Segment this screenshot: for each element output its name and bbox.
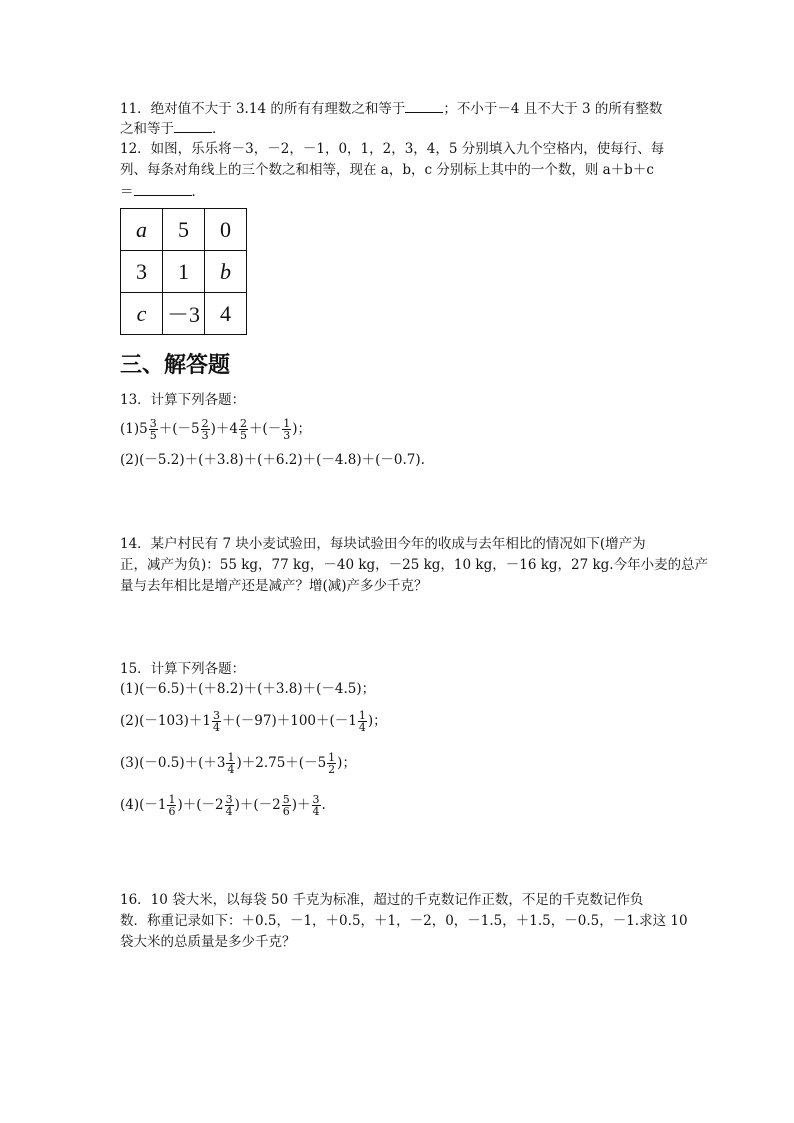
q15-p4-text: )＋(－2 (177, 797, 224, 813)
q13-part2: (2)(－5.2)＋(＋3.8)＋(＋6.2)＋(－4.8)＋(－0.7). (120, 452, 425, 468)
grid-cell: 1 (163, 251, 205, 293)
fraction (282, 418, 291, 441)
grid-cell: 3 (121, 251, 163, 293)
grid-cell: 4 (205, 293, 247, 335)
q13-p1-text: (1)5 (120, 421, 148, 437)
q13-p1-text: )＋4 (210, 421, 238, 437)
fraction (226, 752, 235, 775)
fraction-denominator: 2 (328, 763, 336, 776)
fraction-denominator: 3 (283, 429, 291, 442)
q15-p2-text: )； (367, 713, 387, 729)
q15-p4-text: )＋ (291, 797, 311, 813)
q12-line1: 12．如图，乐乐将－3，－2，－1，0，1，2，3，4，5 分别填入九个空格内，使每行、每 (120, 141, 665, 157)
fraction (312, 794, 321, 817)
fraction-numerator: 3 (149, 417, 157, 430)
q12-blank[interactable] (134, 181, 192, 196)
q15-p3-text: )＋2.75＋(－5 (236, 755, 327, 771)
fraction-numerator: 1 (168, 793, 176, 806)
fraction-denominator: 5 (239, 429, 247, 442)
fraction-numerator: 1 (283, 417, 291, 430)
section-heading: 三、解答题 (120, 353, 231, 378)
q14-line3: 量与去年相比是增产还是减产？增(减)产多少千克？ (120, 578, 428, 594)
q15-part4 (120, 788, 326, 822)
fraction-denominator: 4 (312, 805, 320, 818)
fraction-numerator: 2 (201, 417, 209, 430)
q11-text-c: 之和等于 (120, 121, 174, 137)
fraction (201, 418, 210, 441)
grid-cell: a (121, 209, 163, 251)
q15-p4-text: (4)(－1 (120, 797, 167, 813)
q13-p1-text: ＋(－5 (158, 421, 200, 437)
fraction (149, 418, 158, 441)
fraction-numerator: 2 (239, 417, 247, 430)
q15-p4-text: )＋(－2 (234, 797, 281, 813)
q11-blank-1[interactable] (405, 98, 443, 113)
fraction (212, 710, 221, 733)
fraction-denominator: 4 (225, 805, 233, 818)
q12-text-b: ． (191, 184, 205, 200)
grid-cell: 0 (205, 209, 247, 251)
q15-p3-text: (3)(－0.5)＋(＋3 (120, 755, 226, 771)
fraction (167, 794, 176, 817)
q15-part2 (120, 704, 387, 738)
q13-p1-text: )； (292, 421, 311, 437)
fraction-denominator: 3 (201, 429, 209, 442)
fraction-numerator: 1 (328, 751, 336, 764)
q15-part3 (120, 746, 356, 780)
fraction-denominator: 5 (149, 429, 157, 442)
q11-blank-2[interactable] (174, 118, 212, 133)
fraction-denominator: 4 (358, 721, 366, 734)
q12-line3 (120, 181, 205, 202)
q11-text-d: ． (212, 121, 226, 137)
grid-cell: 5 (163, 209, 205, 251)
fraction-numerator: 3 (213, 709, 221, 722)
q14-line2: 正，减产为负)：55 kg，77 kg，－40 kg，－25 kg，10 kg，－16 kg，27 kg.今年小麦的总产 (120, 557, 709, 573)
grid-cell: c (121, 293, 163, 335)
grid-row (121, 209, 247, 251)
grid-row (121, 293, 247, 335)
q16-line2: 数．称重记录如下：＋0.5，－1，＋0.5，＋1，－2，0，－1.5，＋1.5，－0.5，－1.求这 10 (120, 913, 688, 929)
q15-part1: (1)(－6.5)＋(＋8.2)＋(＋3.8)＋(－4.5)； (120, 681, 376, 697)
grid-cell: b (205, 251, 247, 293)
q15-p2-text: ＋(－97)＋100＋(－1 (222, 713, 357, 729)
fraction-numerator: 5 (282, 793, 290, 806)
fraction-numerator: 3 (312, 793, 320, 806)
q12-text-a: ＝ (120, 184, 134, 200)
q13-title: 13．计算下列各题： (120, 392, 246, 408)
fraction-numerator: 3 (225, 793, 233, 806)
q15-p2-text: (2)(－103)＋1 (120, 713, 212, 729)
fraction (358, 710, 367, 733)
fraction (239, 418, 248, 441)
q13-p1-text: ＋(－ (248, 421, 282, 437)
fraction-denominator: 4 (227, 763, 235, 776)
grid-cell: －3 (163, 293, 205, 335)
q15-p4-text: . (321, 797, 326, 813)
q14-line1: 14．某户村民有 7 块小麦试验田，每块试验田今年的收成与去年相比的情况如下(增产为 (120, 536, 646, 552)
fraction-numerator: 1 (358, 709, 366, 722)
q16-line1: 16．10 袋大米，以每袋 50 千克为标准，超过的千克数记作正数，不足的千克数记作负 (120, 892, 644, 908)
q13-part1 (120, 412, 311, 446)
q15-p3-text: )； (337, 755, 356, 771)
grid-row (121, 251, 247, 293)
q12-line2: 列、每条对角线上的三个数之和相等，现在 a，b，c 分别标上其中的一个数，则 a＋b＋c (120, 162, 654, 178)
q15-title: 15．计算下列各题： (120, 661, 246, 677)
q16-line3: 袋大米的总质量是多少千克？ (120, 934, 296, 950)
fraction-denominator: 6 (282, 805, 290, 818)
magic-square-grid (120, 208, 247, 335)
q11-text-a: 11．绝对值不大于 3.14 的所有有理数之和等于 (120, 101, 406, 117)
fraction-denominator: 4 (213, 721, 221, 734)
fraction (282, 794, 291, 817)
fraction-denominator: 6 (168, 805, 176, 818)
fraction (327, 752, 336, 775)
fraction-numerator: 1 (227, 751, 235, 764)
fraction (225, 794, 234, 817)
q11-line2 (120, 118, 226, 139)
q11-line1 (120, 98, 662, 119)
q11-text-b: ；不小于－4 且不大于 3 的所有整数 (443, 101, 663, 117)
